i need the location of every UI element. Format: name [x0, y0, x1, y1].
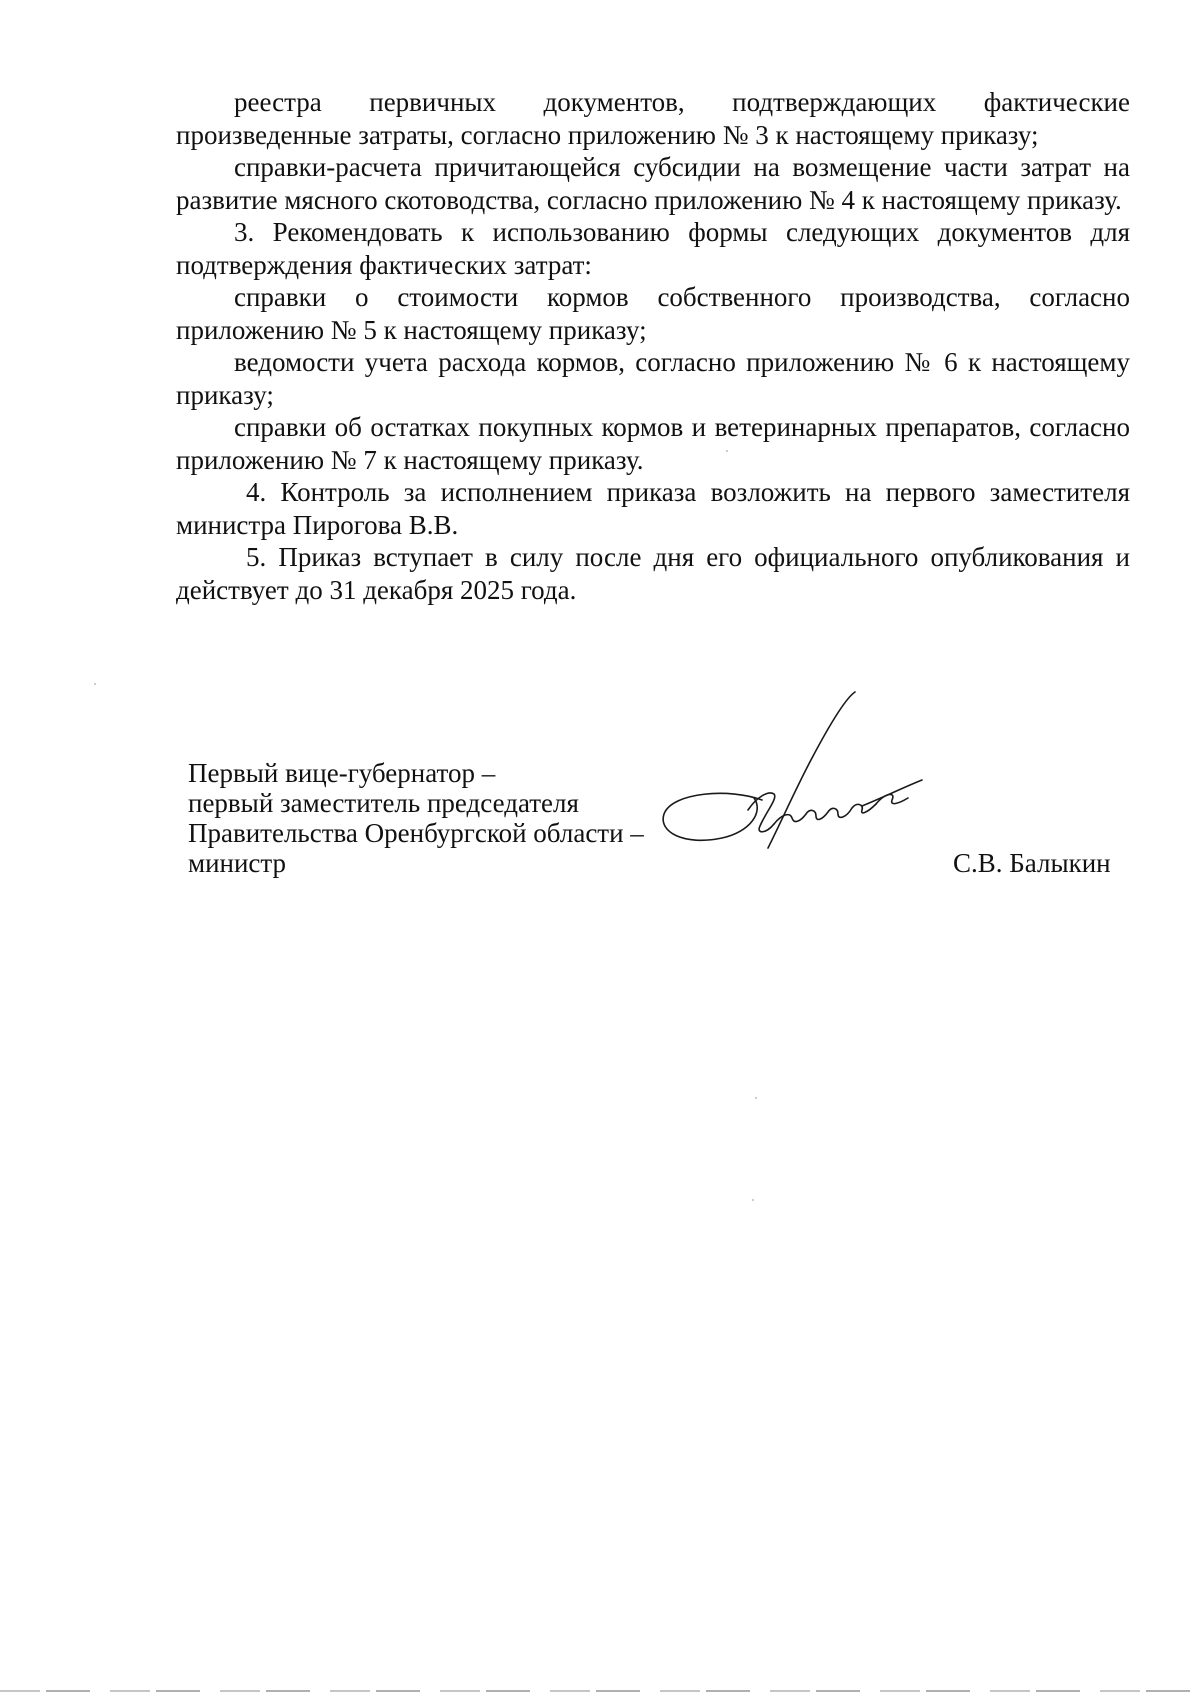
- scan-speck: [752, 1199, 754, 1201]
- position-line: первый заместитель председателя: [188, 788, 579, 818]
- scan-speck: [726, 450, 728, 452]
- paragraph-item-5: 5. Приказ вступает в силу после дня его официального опубликования и действует до 31 декабря 2025 года.: [176, 542, 1130, 605]
- paragraph-feed-cost: справки о стоимости кормов собственного производства, согласно приложению № 5 к настоящему приказу;: [176, 282, 1130, 345]
- signature-stroke: [663, 793, 762, 840]
- paragraph-subsidy-calculation: справки-расчета причитающейся субсидии на возмещение части затрат на развитие мясного скотоводства, согласно приложению № 4 к настоящему приказу.: [176, 152, 1130, 215]
- position-line: Правительства Оренбургской области –: [188, 818, 644, 848]
- signature-stroke: [748, 793, 775, 832]
- scan-edge-artifact: [0, 1690, 1200, 1692]
- signature-stroke: [876, 794, 908, 804]
- paragraph-feed-remains: справки об остатках покупных кормов и ветеринарных препаратов, согласно приложению № 7 к настоящему приказу.: [176, 412, 1130, 475]
- position-line: Первый вице-губернатор –: [188, 758, 496, 788]
- paragraph-item-4: 4. Контроль за исполнением приказа возложить на первого заместителя министра Пирогова В.В.: [176, 477, 1130, 540]
- paragraph-item-3: 3. Рекомендовать к использованию формы следующих документов для подтверждения фактических затрат:: [176, 217, 1130, 280]
- paragraph-feed-consumption: ведомости учета расхода кормов, согласно приложению № 6 к настоящему приказу;: [176, 347, 1130, 410]
- document-body: [176, 86, 1130, 606]
- position-line: министр: [188, 848, 287, 878]
- signature-stroke: [774, 804, 876, 824]
- paragraph-registry: реестра первичных документов, подтверждающих фактические произведенные затраты, согласно приложению № 3 к настоящему приказу;: [176, 87, 1130, 150]
- scan-speck: [755, 1097, 757, 1099]
- signature-stroke: [768, 692, 855, 848]
- signer-name: С.В. Балыкин: [953, 848, 1111, 878]
- handwritten-signature: [650, 680, 930, 880]
- scan-speck: [94, 683, 96, 685]
